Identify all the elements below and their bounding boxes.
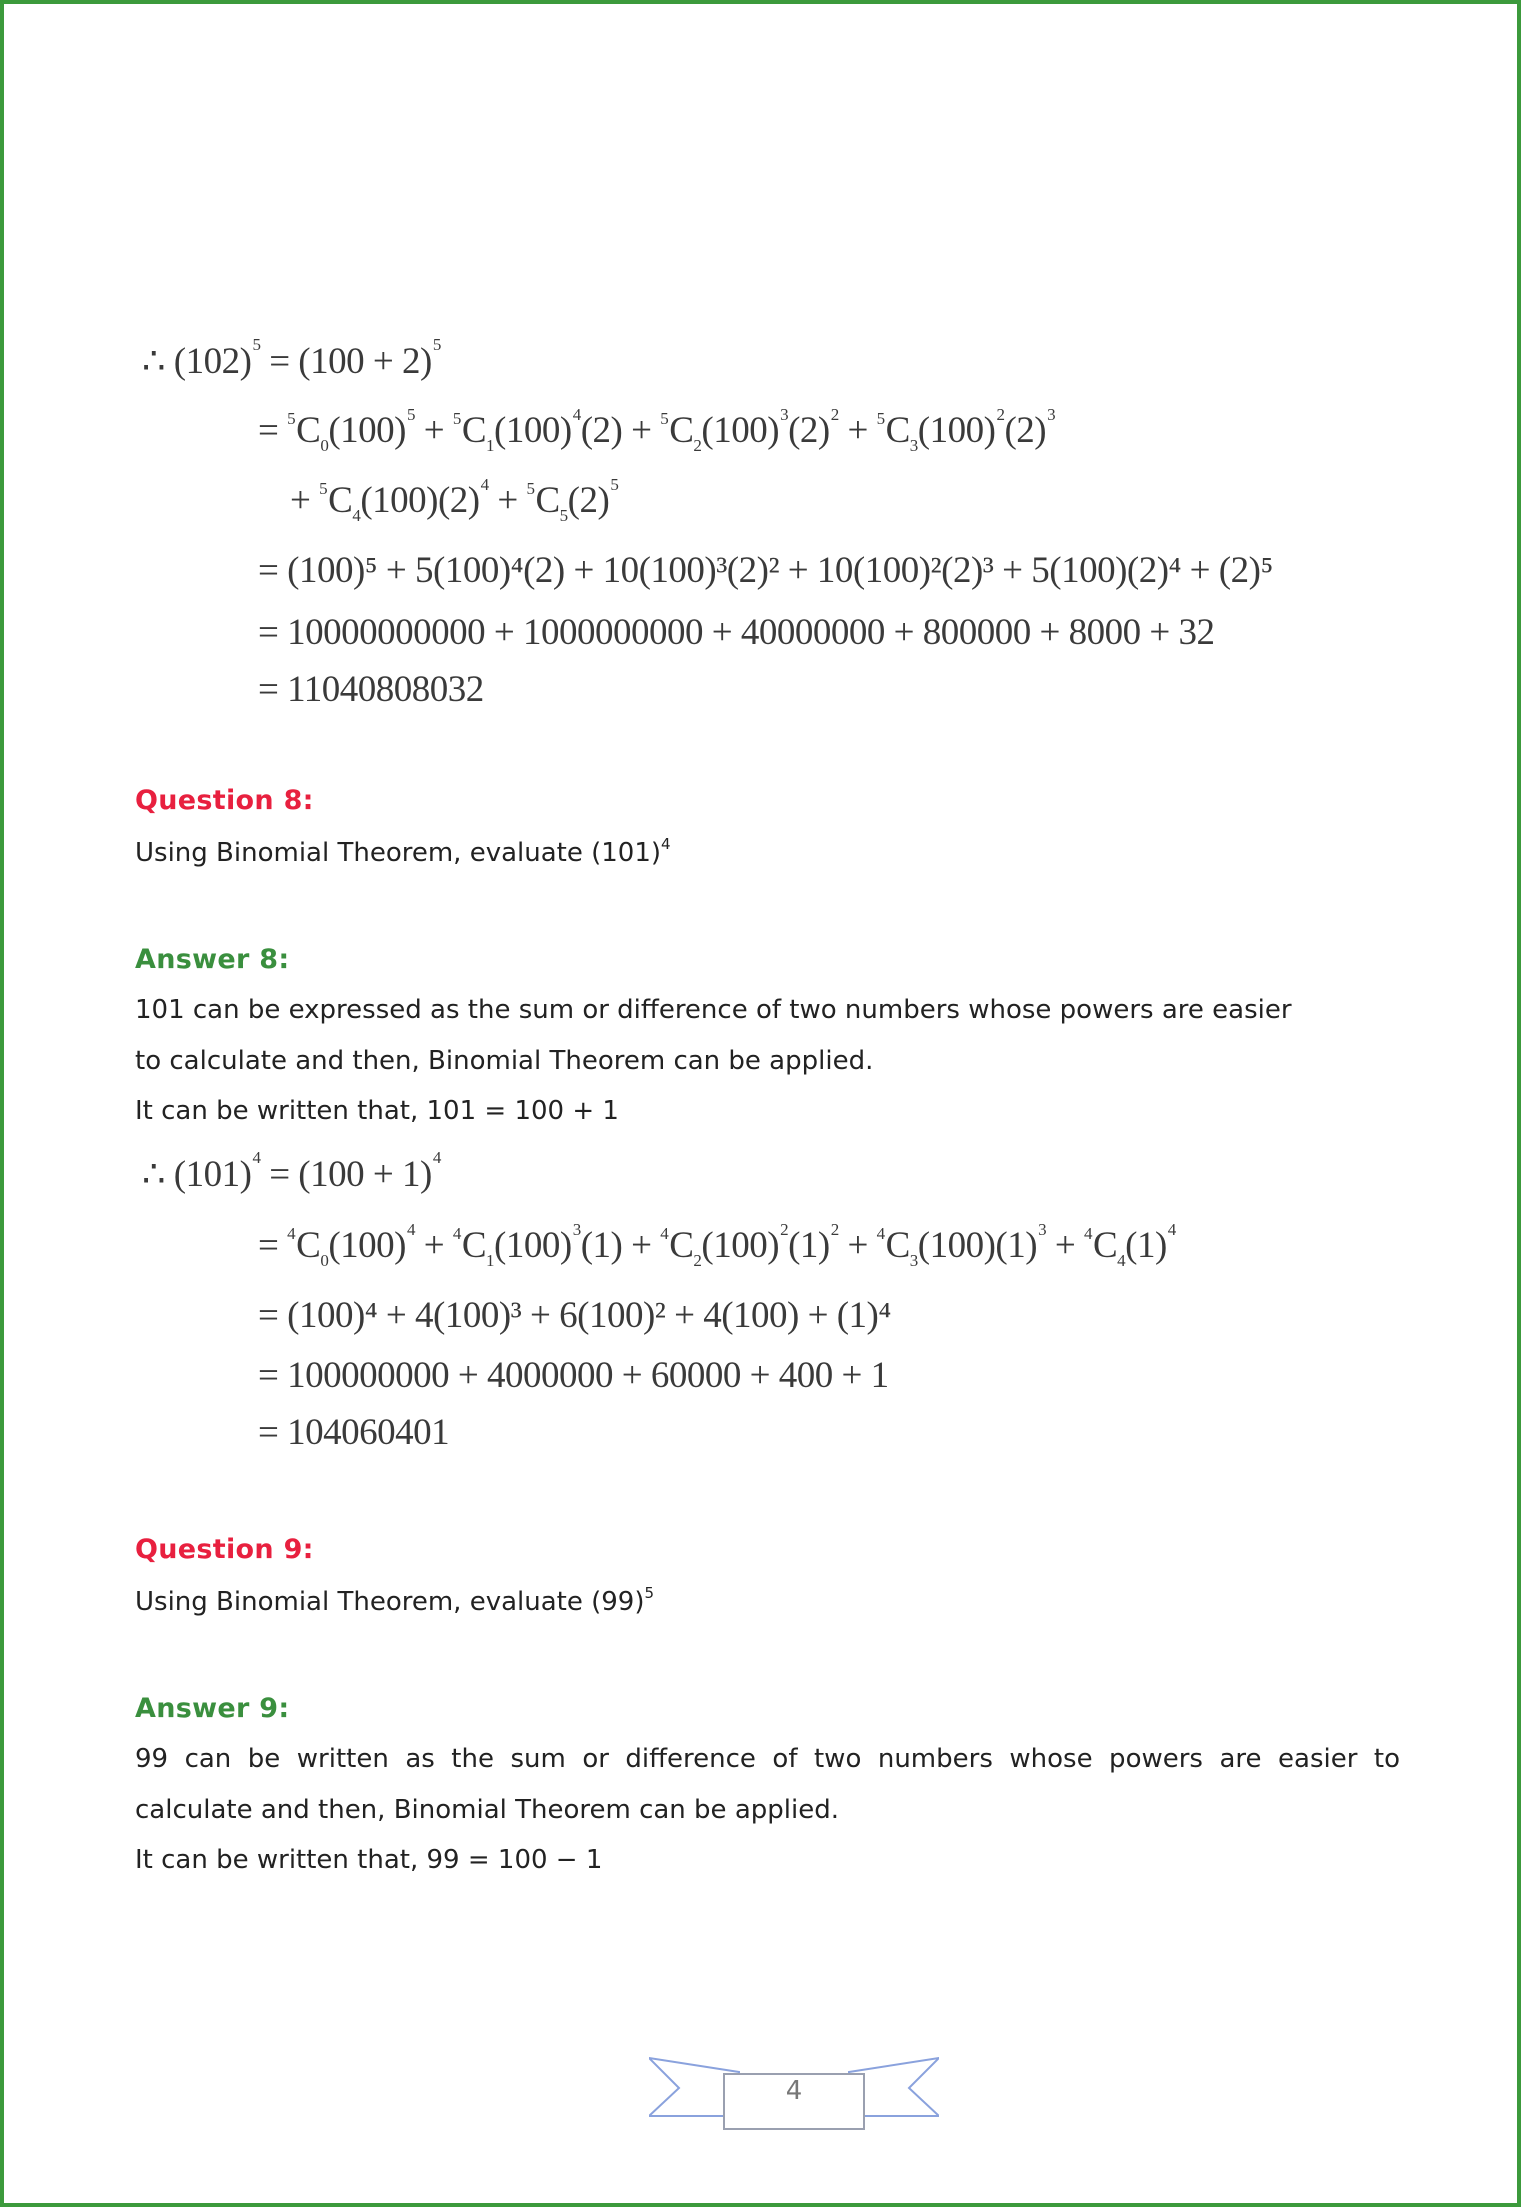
math-text: ∴ (102) [142, 341, 252, 382]
exponent: 5 [644, 1584, 655, 1602]
exponent: 5 [432, 335, 441, 354]
q7-math-line-1 [142, 335, 441, 383]
binomial-term: $^4C_2(100)^2(1)^2$ [660, 1220, 839, 1270]
a8-math-line-1: ∴ $(101)^4 = (100 + 1)^4$ [142, 1148, 441, 1195]
exponent: 4 [661, 835, 671, 853]
q7-math-line-4: = (100)⁵ + 5(100)⁴(2) + 10(100)³(2)² + 10(100)²(2)³ + 5(100)(2)⁴ + (2)⁵ [258, 550, 1273, 591]
answer-8-title: Answer 8: [135, 944, 290, 975]
answer-9-para-2: calculate and then, Binomial Theorem can be applied. [135, 1795, 839, 1825]
a8-math-line-3: = (100)⁴ + 4(100)³ + 6(100)² + 4(100) + (1)⁴ [258, 1295, 891, 1336]
binomial-term: $^4C_0(100)^4$ [287, 1220, 415, 1270]
q7-math-line-5: = 10000000000 + 1000000000 + 40000000 + 800000 + 8000 + 32 [258, 612, 1215, 653]
a8-math-line-4: = 100000000 + 4000000 + 60000 + 400 + 1 [258, 1355, 889, 1396]
binomial-term: $^5C_2(100)^3(2)^2$ [660, 405, 839, 455]
binomial-term: $^4C_1(100)^3(1)$ [452, 1220, 623, 1270]
question-8-text: Using Binomial Theorem, evaluate $(101)^4$ [135, 835, 671, 868]
answer-9-para-3: It can be written that, 99 = 100 − 1 [135, 1845, 603, 1875]
binomial-term: $^5C_0(100)^5$ [287, 405, 415, 455]
answer-9-para-1: 99 can be written as the sum or difference of two numbers whose powers are easier to [135, 1744, 1400, 1774]
answer-8-para-3: It can be written that, 101 = 100 + 1 [135, 1096, 619, 1126]
binomial-term: $^5C_1(100)^4(2)$ [452, 405, 623, 455]
answer-9-title: Answer 9: [135, 1693, 290, 1724]
question-8-title: Question 8: [135, 785, 314, 816]
binomial-term: $^4C_3(100)(1)^3$ [876, 1220, 1047, 1270]
q7-math-line-2: = $^5C_0(100)^5 + ^5C_1(100)^4(2) + ^5C_2(100)^3(2)^2 + ^5C_3(100)^2(2)^3$ [258, 405, 1056, 455]
binomial-term: $^5C_4(100)(2)^4$ [319, 475, 489, 525]
equals-sign: = [258, 410, 288, 451]
math-text: = (100 + 2) [260, 341, 432, 382]
binomial-term: $^4C_4(1)^4$ [1083, 1220, 1176, 1270]
a8-math-line-5: = 104060401 [258, 1412, 450, 1453]
binomial-term: $^5C_5(2)^5$ [526, 475, 619, 525]
question-9-text: Using Binomial Theorem, evaluate $(99)^5$ [135, 1584, 655, 1617]
exponent: 5 [252, 335, 261, 354]
q7-math-line-6: = 11040808032 [258, 669, 484, 710]
question-9-title: Question 9: [135, 1534, 314, 1565]
answer-8-para-2: to calculate and then, Binomial Theorem can be applied. [135, 1046, 874, 1076]
page-number: 4 [785, 2076, 803, 2106]
binomial-term: $^5C_3(100)^2(2)^3$ [876, 405, 1056, 455]
answer-8-para-1: 101 can be expressed as the sum or difference of two numbers whose powers are easier [135, 995, 1292, 1025]
a8-math-line-2: = $^4C_0(100)^4 + ^4C_1(100)^3(1) + ^4C_2(100)^2(1)^2 + ^4C_3(100)(1)^3 + ^4C_4(1)^4$ [258, 1220, 1176, 1270]
q7-math-line-3: + $^5C_4(100)(2)^4 + ^5C_5(2)^5$ [290, 475, 619, 525]
